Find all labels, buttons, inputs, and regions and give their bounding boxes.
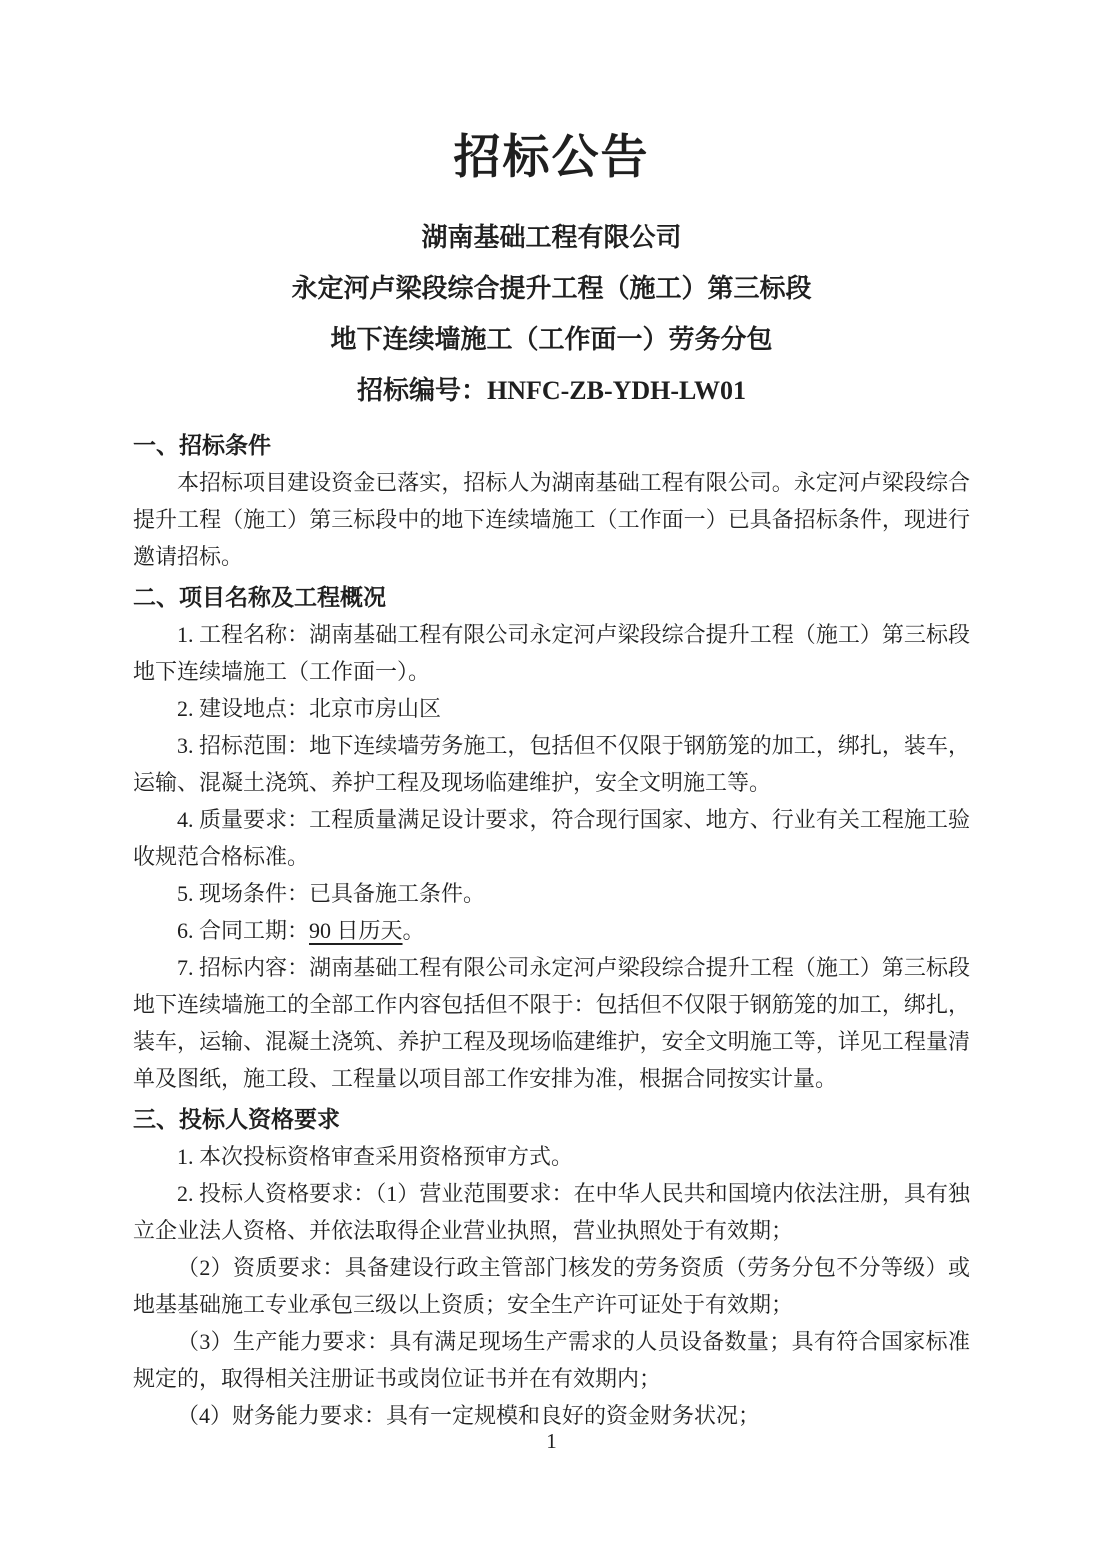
document-subtitles	[133, 212, 970, 416]
section-3-item-qualification-requirement: （2）资质要求：具备建设行政主管部门核发的劳务资质（劳务分包不分等级）或地基基础施工专业承包三级以上资质；安全生产许可证处于有效期；	[133, 1255, 970, 1317]
page-number: 1	[546, 1429, 557, 1453]
subtitle-project-name: 永定河卢梁段综合提升工程（施工）第三标段	[291, 274, 812, 303]
section-2-item-project-name: 1. 工程名称：湖南基础工程有限公司永定河卢梁段综合提升工程（施工）第三标段地下连续墙施工（工作面一）。	[133, 622, 970, 684]
section-3-item-production-capacity-requirement: （3）生产能力要求：具有满足现场生产需求的人员设备数量；具有符合国家标准规定的，取得相关注册证书或岗位证书并在有效期内；	[133, 1329, 970, 1391]
contract-duration-value-underlined: 90 日历天	[309, 918, 403, 943]
section-2-item-site-conditions: 5. 现场条件：已具备施工条件。	[177, 881, 486, 906]
section-2-item-contract-duration	[133, 912, 970, 949]
section-1-heading-tender-conditions: 一、招标条件	[133, 432, 271, 458]
contract-duration-period-mark: 。	[402, 918, 425, 943]
section-3-item-financial-capacity-requirement: （4）财务能力要求：具有一定规模和良好的资金财务状况；	[177, 1403, 761, 1428]
subtitle-tender-number: 招标编号：HNFC-ZB-YDH-LW01	[356, 376, 747, 405]
document-title: 招标公告	[453, 132, 650, 184]
section-2-item-quality-requirements: 4. 质量要求：工程质量满足设计要求，符合现行国家、地方、行业有关工程施工验收规范合格标准。	[133, 807, 970, 869]
section-2-heading-project-overview: 二、项目名称及工程概况	[133, 584, 386, 610]
section-3-item-prequalification-method: 1. 本次投标资格审查采用资格预审方式。	[177, 1144, 574, 1169]
section-2-item-construction-location: 2. 建设地点：北京市房山区	[177, 696, 442, 721]
section-3-item-business-scope-requirement: 2. 投标人资格要求：（1）营业范围要求：在中华人民共和国境内依法注册，具有独立企业法人资格、并依法取得企业营业执照，营业执照处于有效期；	[133, 1181, 970, 1243]
subtitle-company-name: 湖南基础工程有限公司	[421, 223, 682, 252]
contract-duration-label: 6. 合同工期：	[177, 918, 310, 943]
section-2-item-tender-content: 7. 招标内容：湖南基础工程有限公司永定河卢梁段综合提升工程（施工）第三标段地下连续墙施工的全部工作内容包括但不限于：包括但不仅限于钢筋笼的加工，绑扎，装车，运输、混凝土浇筑、养护工程及现场临建维护，安全文明施工等，详见工程量清单及图纸，施工段、工程量以项目部工作安排为准，根据合同按实计量。	[133, 955, 970, 1091]
section-3-heading-bidder-qualifications: 三、投标人资格要求	[133, 1106, 340, 1132]
section-2-item-tender-scope: 3. 招标范围：地下连续墙劳务施工，包括但不仅限于钢筋笼的加工，绑扎，装车，运输、混凝土浇筑、养护工程及现场临建维护，安全文明施工等。	[133, 733, 970, 795]
subtitle-subcontract-package: 地下连续墙施工（工作面一）劳务分包	[330, 325, 773, 354]
section-1-paragraph-tender-conditions: 本招标项目建设资金已落实，招标人为湖南基础工程有限公司。永定河卢梁段综合提升工程（施工）第三标段中的地下连续墙施工（工作面一）已具备招标条件，现进行邀请招标。	[133, 470, 970, 569]
